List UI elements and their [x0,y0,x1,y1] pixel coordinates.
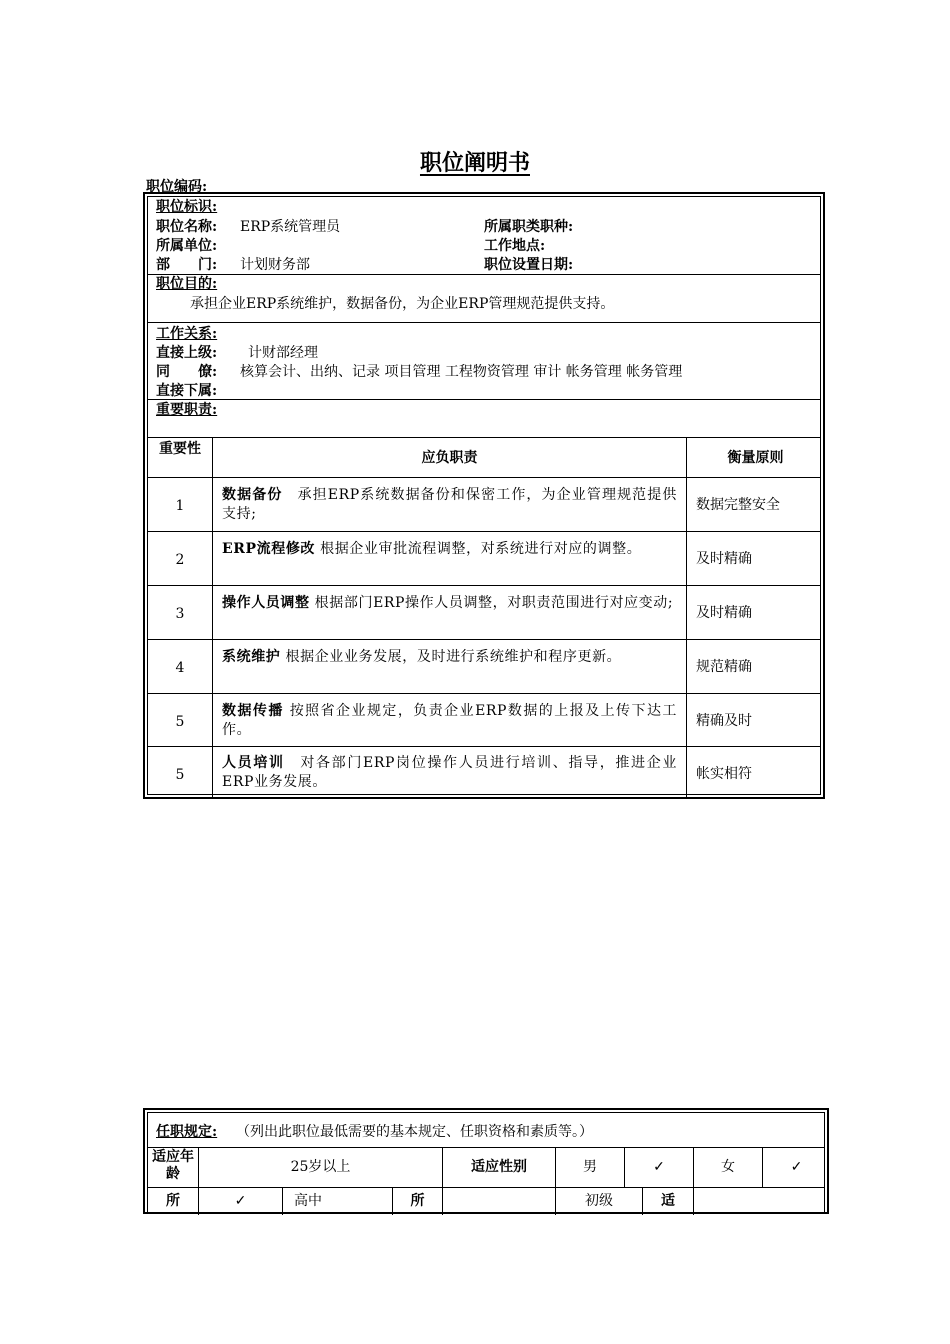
age-label: 适应年龄 [152,1149,194,1182]
row2-duty [222,540,677,559]
peer-value: 核算会计、出纳、记录 项目管理 工程物资管理 审计 帐务管理 帐务管理 [240,364,683,380]
row5-importance: 5 [175,714,185,730]
row2-divider [148,585,820,586]
row1-criteria: 数据完整安全 [696,497,780,513]
row1-duty [222,486,677,524]
purpose-section [148,275,820,323]
identity-section [148,197,820,275]
relations-heading: 工作关系: [156,326,218,342]
peer-label: 同 僚: [156,364,218,380]
row6-criteria: 帐实相符 [696,766,752,782]
purpose-text: 承担企业ERP系统维护，数据备份，为企业ERP管理规范提供支持。 [190,296,615,312]
row3-value-2: 初级 [585,1193,613,1209]
row3-label-2: 所 [410,1193,425,1209]
duties-heading-section [148,400,820,438]
row5-duty [222,702,677,740]
row3-label-1: 所 [166,1193,180,1209]
row1-duty-text: 承担ERP系统数据备份和保密工作，为企业管理规范提供支持; [222,487,677,522]
female-check: ✓ [790,1159,803,1175]
row2-duty-text: 根据企业审批流程调整，对系统进行对应的调整。 [320,541,642,557]
req-vline-11 [693,1187,694,1215]
header-criteria: 衡量原则 [727,450,784,466]
location-label: 工作地点: [484,238,546,254]
row3-check: ✓ [234,1193,247,1209]
subordinate-label: 直接下属: [156,383,218,399]
col-divider-2 [686,438,687,798]
req-vline-8 [282,1187,283,1215]
row3-duty-title: 操作人员调整 [222,595,310,611]
header-duty: 应负职责 [421,450,478,466]
row5-divider [148,746,820,747]
requirements-heading: 任职规定: [156,1124,218,1140]
department-value: 计划财务部 [240,257,310,273]
row3-duty [222,594,677,613]
unit-label: 所属单位: [156,238,218,254]
identity-heading: 职位标识: [156,199,218,215]
row3-value-1: 高中 [294,1193,322,1209]
row3-label-3: 适 [661,1193,675,1209]
row6-duty-text: 对各部门ERP岗位操作人员进行培训、指导，推进企业ERP业务发展。 [222,755,677,790]
row2-importance: 2 [175,552,185,568]
superior-label: 直接上级: [156,345,218,361]
req-divider-1 [148,1147,824,1148]
female-label: 女 [721,1159,735,1175]
row6-importance: 5 [175,767,185,783]
department-label: 部 门: [156,257,218,273]
row5-duty-title: 数据传播 [222,703,284,719]
req-divider-2 [148,1187,824,1188]
position-name-label: 职位名称: [156,219,218,235]
col-divider-1 [212,438,213,798]
row2-duty-title: ERP流程修改 [222,541,316,557]
position-name-value: ERP系统管理员 [240,219,341,235]
row3-importance: 3 [175,606,185,622]
row1-duty-title: 数据备份 [222,487,283,503]
set-date-label: 职位设置日期: [484,257,574,273]
duties-heading: 重要职责: [156,402,218,418]
row4-duty [222,648,677,667]
male-label: 男 [583,1159,597,1175]
row1-divider [148,531,820,532]
header-divider [148,477,820,478]
row4-criteria: 规范精确 [696,659,752,675]
requirements-table [143,1108,829,1214]
document-title: 职位阐明书 [419,150,530,176]
row2-criteria: 及时精确 [696,551,752,567]
row4-divider [148,693,820,694]
male-check: ✓ [653,1159,665,1175]
row4-duty-text: 根据企业业务发展，及时进行系统维护和程序更新。 [285,649,622,665]
superior-value: 计财部经理 [248,345,318,361]
row3-duty-text: 根据部门ERP操作人员调整，对职责范围进行对应变动; [314,595,674,611]
row5-duty-text: 按照省企业规定，负责企业ERP数据的上报及上传下达工作。 [222,703,677,738]
position-code-label: 职位编码: [146,179,208,195]
row3-divider [148,639,820,640]
row3-criteria: 及时精确 [696,605,752,621]
category-label: 所属职类职种: [484,219,574,235]
row5-criteria: 精确及时 [696,713,752,729]
row4-duty-title: 系统维护 [222,649,281,665]
row6-duty [222,754,677,792]
requirements-note: （列出此职位最低需要的基本规定、任职资格和素质等。） [236,1124,593,1140]
row1-importance: 1 [175,498,185,514]
header-importance: 重要性 [159,441,201,457]
gender-label: 适应性别 [471,1159,527,1175]
job-description-table [143,192,825,799]
relations-section [148,323,820,400]
purpose-heading: 职位目的: [156,276,218,292]
age-value: 25岁以上 [290,1159,351,1175]
row6-duty-title: 人员培训 [222,755,285,771]
row4-importance: 4 [175,660,185,676]
